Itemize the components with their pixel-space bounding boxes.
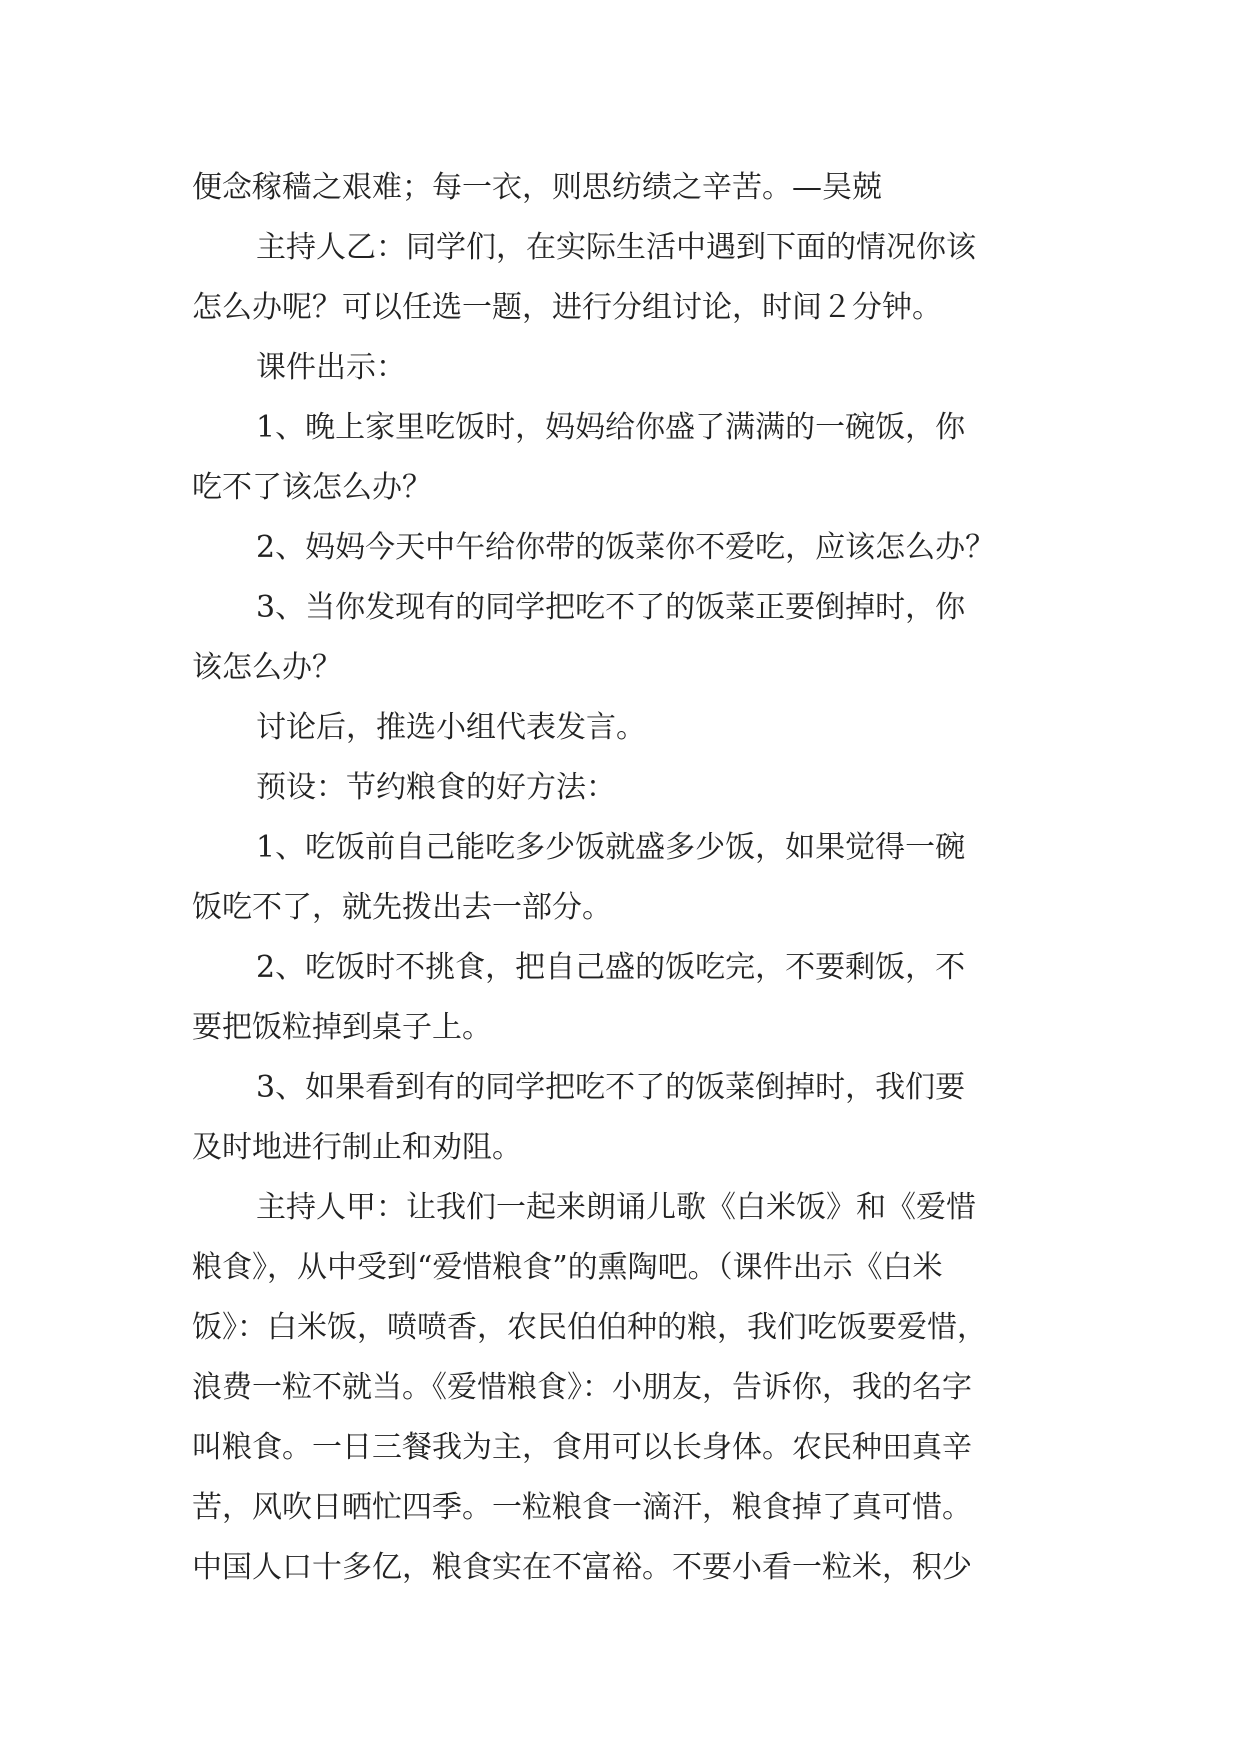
document-body — [192, 158, 1057, 1598]
text-line: 浪费一粒不就当。《爱惜粮食》：小朋友，告诉你，我的名字 — [192, 1370, 972, 1405]
text-line: 饭》：白米饭，喷喷香，农民伯伯种的粮，我们吃饭要爱惜， — [192, 1310, 987, 1345]
text-line: 1、晚上家里吃饭时，妈妈给你盛了满满的一碗饭，你 — [256, 410, 966, 445]
text-line: 讨论后，推选小组代表发言。 — [256, 710, 646, 745]
text-line: 便念稼穑之艰难；每一衣，则思纺绩之辛苦。—吴兢 — [192, 170, 882, 205]
text-line: 2、吃饭时不挑食，把自己盛的饭吃完，不要剩饭，不 — [256, 950, 966, 985]
text-line: 叫粮食。一日三餐我为主，食用可以长身体。农民种田真辛 — [192, 1430, 972, 1465]
text-line: 吃不了该怎么办？ — [192, 470, 432, 505]
text-line: 主持人乙：同学们，在实际生活中遇到下面的情况你该 — [256, 230, 976, 265]
text-line: 课件出示： — [256, 350, 406, 385]
text-line: 苦，风吹日晒忙四季。一粒粮食一滴汗，粮食掉了真可惜。 — [192, 1490, 972, 1525]
text-line: 及时地进行制止和劝阻。 — [192, 1130, 522, 1165]
text-line: 该怎么办？ — [192, 650, 342, 685]
text-line: 要把饭粒掉到桌子上。 — [192, 1010, 492, 1045]
text-line: 3、当你发现有的同学把吃不了的饭菜正要倒掉时，你 — [256, 590, 966, 625]
text-line: 饭吃不了，就先拨出去一部分。 — [192, 890, 612, 925]
text-line: 粮食》，从中受到“爱惜粮食”的熏陶吧。（课件出示《白米 — [192, 1250, 943, 1285]
text-line: 预设：节约粮食的好方法： — [256, 770, 616, 805]
text-line: 1、吃饭前自己能吃多少饭就盛多少饭，如果觉得一碗 — [256, 830, 966, 865]
text-line: 2、妈妈今天中午给你带的饭菜你不爱吃，应该怎么办？ — [256, 530, 996, 565]
text-line: 中国人口十多亿，粮食实在不富裕。不要小看一粒米，积少 — [192, 1550, 972, 1585]
text-line: 3、如果看到有的同学把吃不了的饭菜倒掉时，我们要 — [256, 1070, 966, 1105]
text-line: 主持人甲：让我们一起来朗诵儿歌《白米饭》和《爱惜 — [256, 1190, 976, 1225]
text-line: 怎么办呢？可以任选一题，进行分组讨论，时间２分钟。 — [192, 290, 942, 325]
